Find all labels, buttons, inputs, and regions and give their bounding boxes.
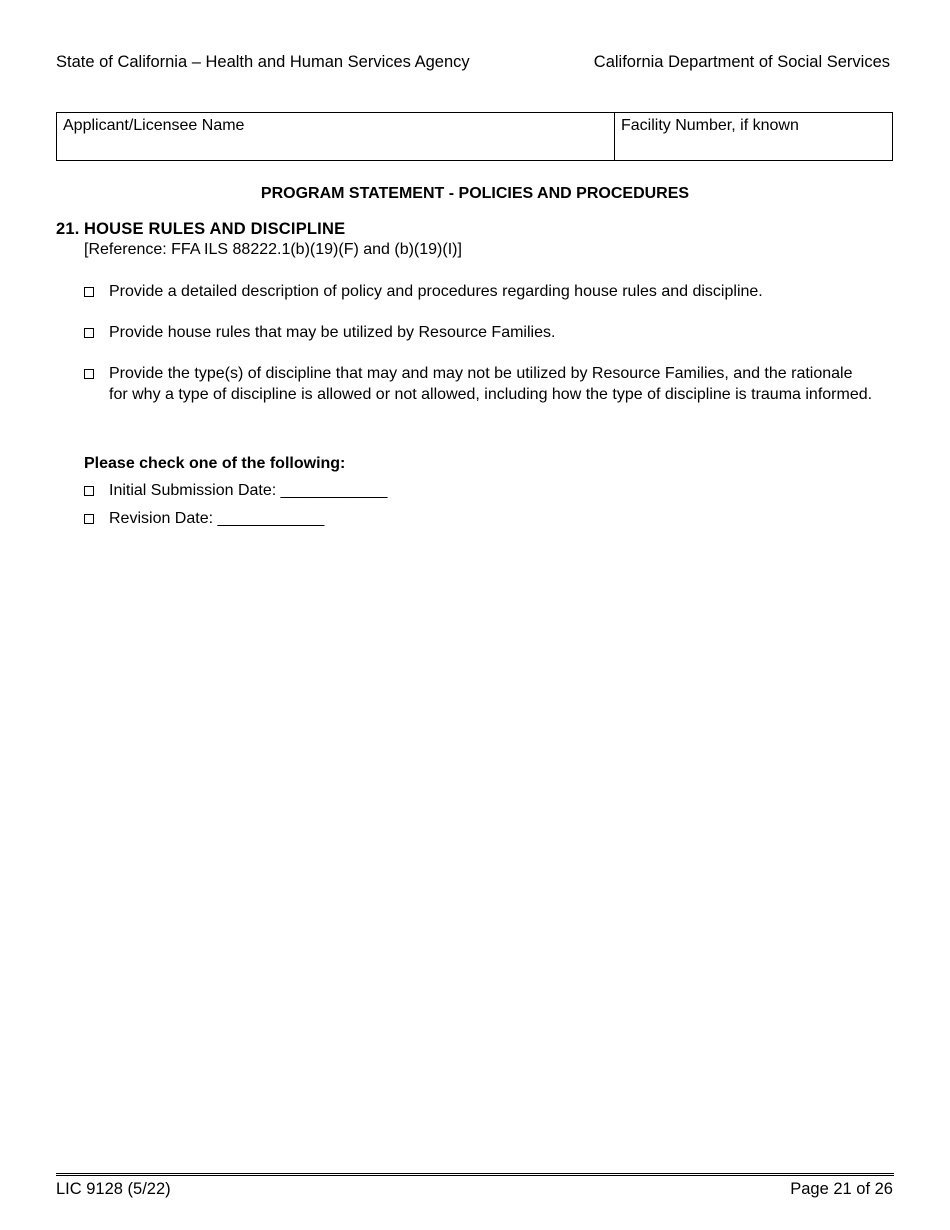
section-reference: [Reference: FFA ILS 88222.1(b)(19)(F) and (b)(19)(I)] (84, 241, 462, 258)
section-heading (56, 220, 345, 239)
revision-checkbox[interactable] (84, 514, 94, 524)
section-title: HOUSE RULES AND DISCIPLINE (84, 220, 346, 238)
requirement-text: Provide the type(s) of discipline that may and may not be utilized by Resource Families, and the rationale for why a type of discipline is allowed or not allowed, including how the type of discipline is trauma informed. (109, 365, 873, 403)
footer-divider (56, 1173, 894, 1176)
requirement-text: Provide house rules that may be utilized by Resource Families. (109, 324, 556, 341)
facility-number-field[interactable] (615, 113, 892, 160)
facility-number-label: Facility Number, if known (621, 117, 799, 134)
department-header: California Department of Social Services (593, 53, 890, 71)
page-title: PROGRAM STATEMENT - POLICIES AND PROCEDURES (260, 185, 690, 202)
agency-header: State of California – Health and Human Services Agency (56, 53, 470, 71)
requirement-item (84, 364, 874, 405)
check-one-prompt: Please check one of the following: (84, 455, 346, 472)
initial-submission-label: Initial Submission Date: ____________ (109, 482, 388, 499)
applicant-name-label: Applicant/Licensee Name (63, 117, 245, 134)
applicant-info-table (56, 112, 893, 161)
revision-label: Revision Date: ____________ (109, 510, 325, 527)
revision-option (84, 509, 324, 529)
section-number: 21. (56, 220, 80, 238)
requirement-item (84, 282, 874, 303)
requirement-text: Provide a detailed description of policy and procedures regarding house rules and discipline. (109, 283, 763, 300)
form-id: LIC 9128 (5/22) (56, 1180, 171, 1198)
initial-submission-checkbox[interactable] (84, 486, 94, 496)
requirement-checkbox[interactable] (84, 328, 94, 338)
initial-submission-option (84, 481, 387, 501)
requirement-item (84, 323, 874, 344)
page-number: Page 21 of 26 (790, 1180, 893, 1198)
requirement-checkbox[interactable] (84, 287, 94, 297)
applicant-name-field[interactable] (57, 113, 615, 160)
requirement-checkbox[interactable] (84, 369, 94, 379)
